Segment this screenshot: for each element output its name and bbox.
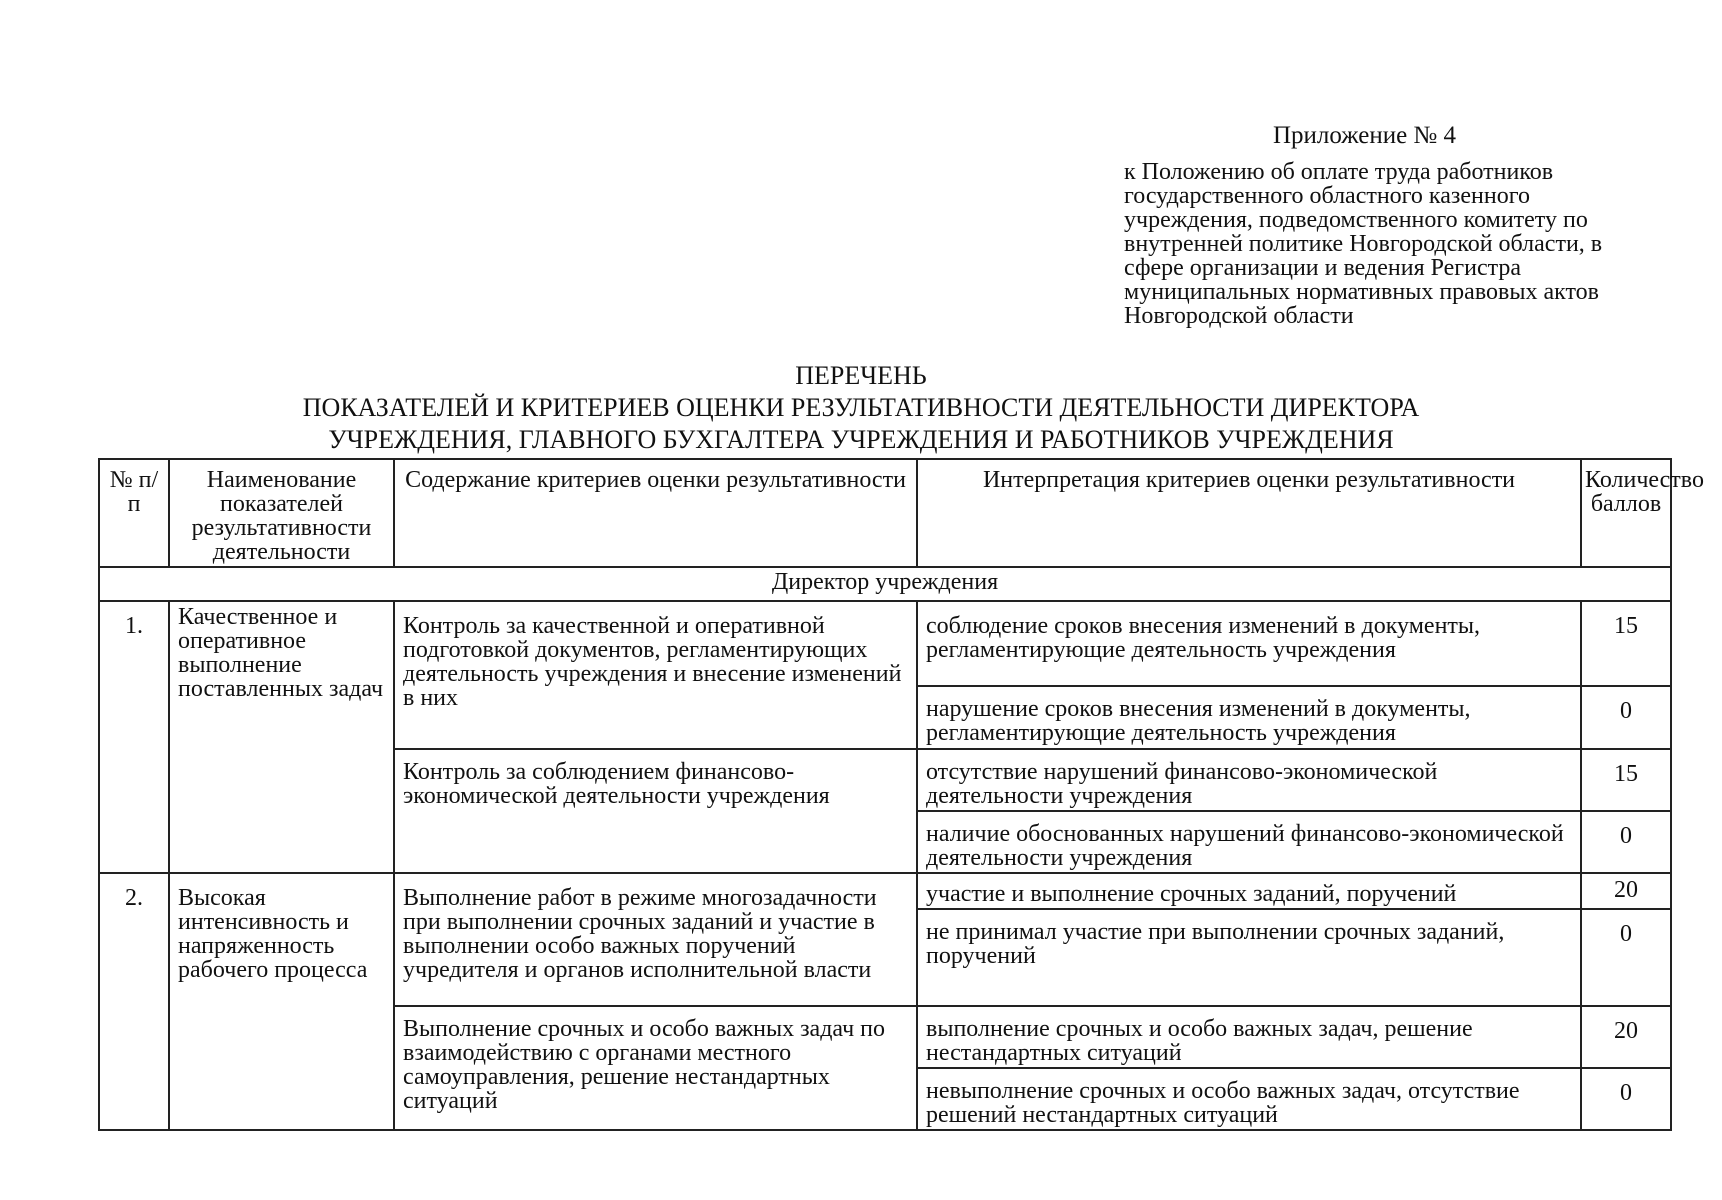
interpretation-cell: выполнение срочных и особо важных задач, решение нестандартных ситуаций (917, 1006, 1581, 1068)
interpretation-cell: наличие обоснованных нарушений финансово-экономической деятельности учреждения (917, 811, 1581, 873)
points-cell: 0 (1581, 686, 1671, 749)
appendix-description: к Положению об оплате труда работников государственного областного казенного учреждения, подведомственного комитету по внутренней политике Новгородской области, в сфере организации и ведения Регистра муниципальных нормативных правовых актов Новгородской области (1124, 159, 1603, 329)
indicator-cell: Качественное и оперативное выполнение поставленных задач (169, 601, 394, 873)
points-cell: 0 (1581, 1068, 1671, 1130)
criteria-cell: Выполнение работ в режиме многозадачности при выполнении срочных заданий и участие в выполнении особо важных поручений учредителя и органов исполнительной власти (394, 873, 917, 1006)
document-title: ПЕРЕЧЕНЬ (795, 361, 927, 390)
points-cell: 15 (1581, 749, 1671, 811)
section-row (99, 567, 1671, 601)
row-number: 2. (99, 873, 169, 1130)
interpretation-cell: отсутствие нарушений финансово-экономической деятельности учреждения (917, 749, 1581, 811)
criteria-cell: Выполнение срочных и особо важных задач по взаимодействию с органами местного самоуправления, решение нестандартных ситуаций (394, 1006, 917, 1130)
interpretation-cell: не принимал участие при выполнении срочных заданий, поручений (917, 909, 1581, 1006)
section-title: Директор учреждения (99, 567, 1671, 601)
interpretation-cell: соблюдение сроков внесения изменений в документы, регламентирующие деятельность учреждения (917, 601, 1581, 686)
document-subtitle-line-2: УЧРЕЖДЕНИЯ, ГЛАВНОГО БУХГАЛТЕРА УЧРЕЖДЕНИЯ И РАБОТНИКОВ УЧРЕЖДЕНИЯ (328, 425, 1394, 454)
appendix-title: Приложение № 4 (1273, 122, 1457, 149)
header-number: № п/п (99, 459, 169, 567)
table-header-row (99, 459, 1671, 567)
header-criteria: Содержание критериев оценки результативности (394, 459, 917, 567)
table-row (99, 873, 1671, 909)
document-subtitle-line-1: ПОКАЗАТЕЛЕЙ И КРИТЕРИЕВ ОЦЕНКИ РЕЗУЛЬТАТИВНОСТИ ДЕЯТЕЛЬНОСТИ ДИРЕКТОРА (302, 393, 1420, 422)
criteria-table (98, 458, 1704, 1131)
interpretation-cell: участие и выполнение срочных заданий, поручений (917, 873, 1581, 909)
points-cell: 20 (1581, 873, 1671, 909)
header-indicator: Наименование показателей результативности деятельности (169, 459, 394, 567)
header-points: Количество баллов (1581, 459, 1671, 567)
criteria-cell: Контроль за соблюдением финансово-экономической деятельности учреждения (394, 749, 917, 873)
interpretation-cell: невыполнение срочных и особо важных задач, отсутствие решений нестандартных ситуаций (917, 1068, 1581, 1130)
points-cell: 15 (1581, 601, 1671, 686)
points-cell: 20 (1581, 1006, 1671, 1068)
indicator-cell: Высокая интенсивность и напряженность рабочего процесса (169, 873, 394, 1130)
interpretation-cell: нарушение сроков внесения изменений в документы, регламентирующие деятельность учреждения (917, 686, 1581, 749)
points-cell: 0 (1581, 811, 1671, 873)
row-number: 1. (99, 601, 169, 873)
table-row (99, 601, 1671, 686)
criteria-cell: Контроль за качественной и оперативной подготовкой документов, регламентирующих деятельность учреждения и внесение изменений в них (394, 601, 917, 749)
points-cell: 0 (1581, 909, 1671, 1006)
header-interpretation: Интерпретация критериев оценки результативности (917, 459, 1581, 567)
